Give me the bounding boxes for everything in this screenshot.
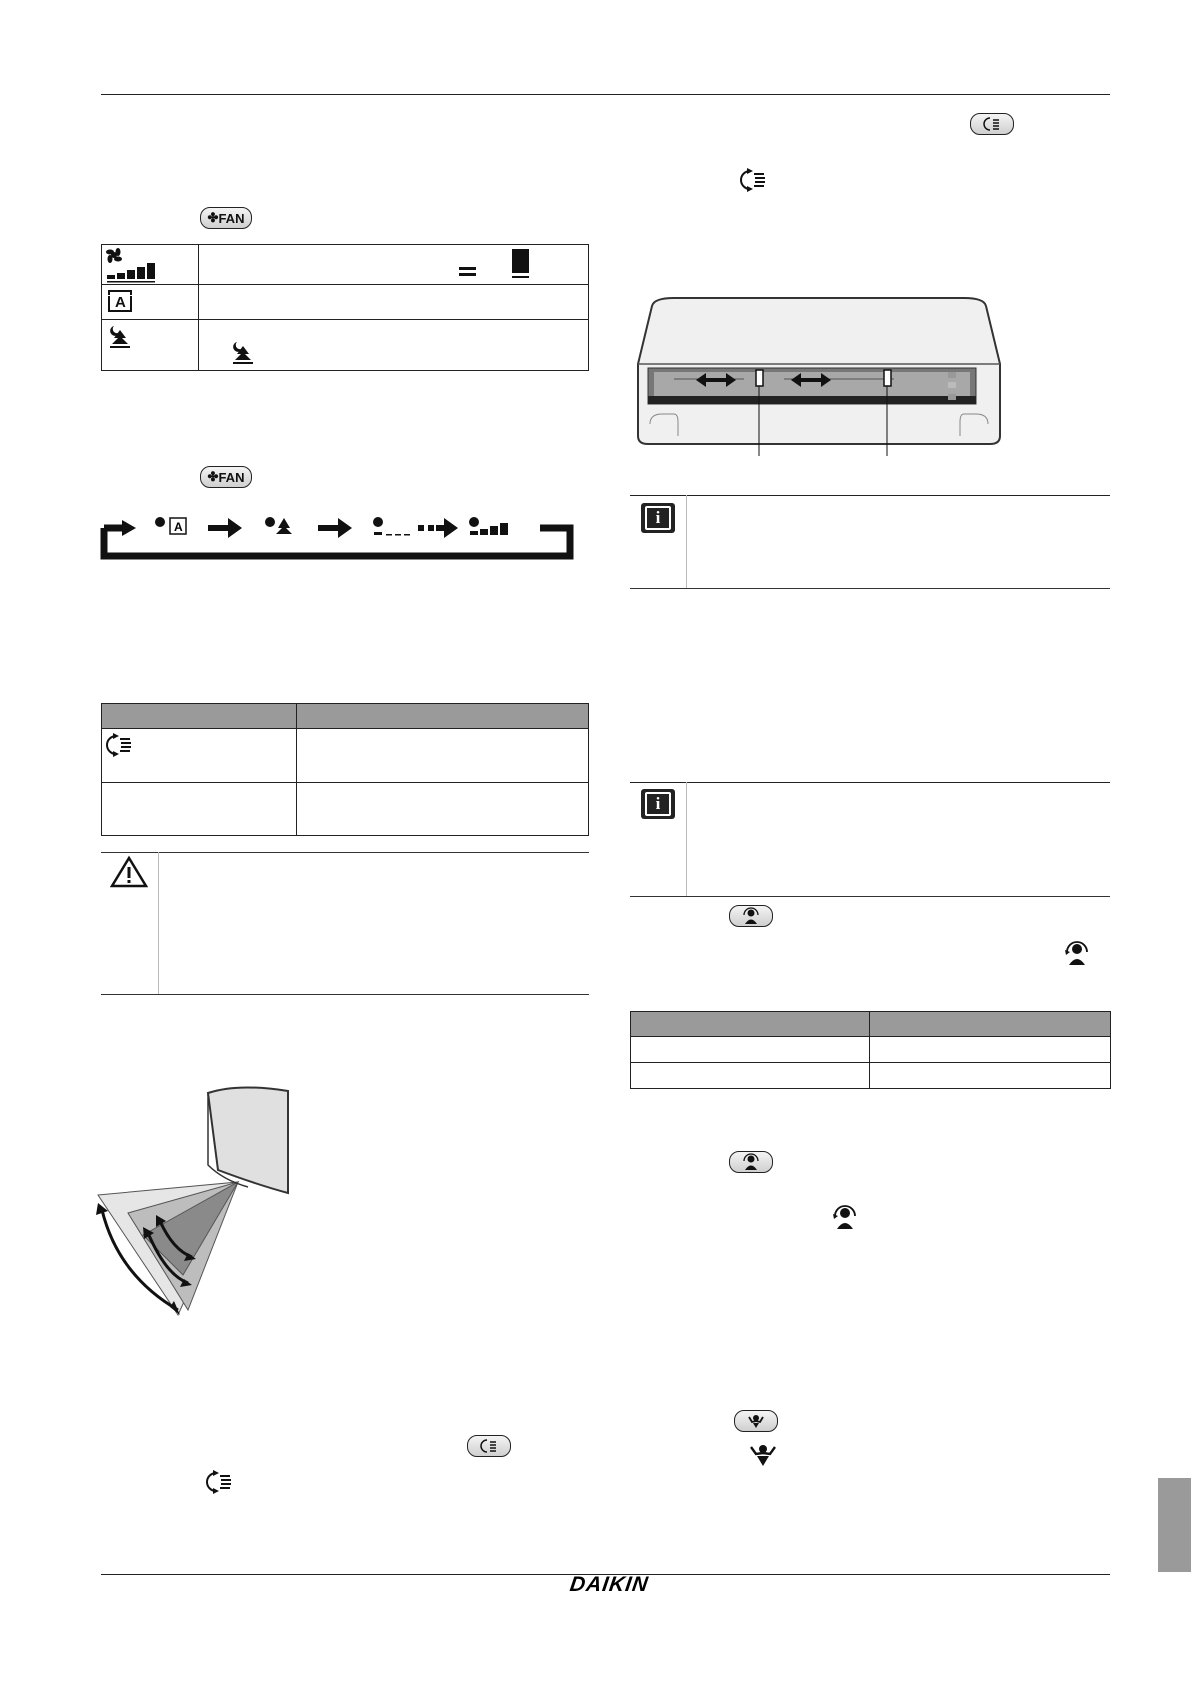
- auto-cell: [102, 285, 199, 320]
- info-divider: [686, 782, 687, 896]
- powerful-icon: [748, 1443, 778, 1467]
- fan-button[interactable]: [200, 466, 252, 488]
- info-bottom-rule: [630, 896, 1110, 897]
- comfort-airflow-button[interactable]: [729, 905, 773, 927]
- auto-fan-icon: [106, 289, 136, 315]
- info-divider: [686, 495, 687, 588]
- quiet-cell: [102, 320, 199, 371]
- powerful-button[interactable]: [734, 1410, 778, 1432]
- auto-desc-cell: [199, 285, 589, 320]
- swing-icon: [740, 168, 768, 192]
- swing-icon: [983, 116, 1001, 132]
- table-header-cell: [870, 1012, 1111, 1037]
- info-icon: i: [641, 503, 675, 533]
- comfort-airflow-icon: [1064, 940, 1090, 966]
- chapter-tab: [1158, 1478, 1191, 1572]
- daikin-logo: DAIKIN: [568, 1573, 651, 1596]
- warning-triangle-icon: [110, 855, 148, 889]
- comfort-table: [630, 1011, 1111, 1089]
- fan-button-label: FAN: [218, 210, 245, 226]
- comfort-airflow-icon: [742, 1153, 760, 1171]
- comfort-airflow-icon: [832, 1204, 858, 1230]
- caution-divider: [158, 852, 159, 994]
- fan-icon: ✤: [207, 469, 219, 484]
- swing-cell: [102, 729, 297, 783]
- comfort-airflow-button[interactable]: [729, 1151, 773, 1173]
- table-header-cell: [297, 704, 589, 729]
- swing-icon: [206, 1470, 234, 1494]
- indoor-quiet-icon: [265, 517, 292, 534]
- fan-speed-cell: [102, 245, 199, 285]
- info-icon: i: [641, 789, 675, 819]
- svg-text:A: A: [174, 520, 183, 534]
- fan-speed-desc-cell: [199, 245, 589, 285]
- fan-level-marks: [459, 245, 559, 285]
- table-cell: [870, 1037, 1111, 1063]
- airflow-angle-diagram: [88, 1085, 298, 1320]
- high-fan-icon: [469, 517, 508, 535]
- indoor-quiet-icon: [106, 324, 136, 352]
- swing-table: [101, 703, 589, 836]
- fan-cycle-diagram: [98, 510, 578, 562]
- fan-speed-table: [101, 244, 589, 371]
- svg-text:A: A: [115, 294, 126, 311]
- swing-desc-cell: [297, 729, 589, 783]
- info-top-rule: [630, 782, 1110, 783]
- swing-button[interactable]: [467, 1435, 511, 1457]
- swing-button[interactable]: [970, 113, 1014, 135]
- fan-speed-bars-icon: [104, 247, 164, 283]
- table-cell: [102, 783, 297, 836]
- comfort-airflow-icon: [742, 907, 760, 925]
- indoor-unit-front-illustration: [634, 296, 1004, 456]
- fan-button[interactable]: [200, 207, 252, 229]
- fan-icon: ✤: [207, 210, 219, 225]
- auto-fan-icon: [155, 517, 186, 534]
- low-fan-icon: [373, 517, 410, 536]
- fan-button-label: FAN: [218, 469, 245, 485]
- caution-top-rule: [101, 852, 589, 853]
- header-rule: [101, 94, 1110, 95]
- powerful-icon: [746, 1413, 766, 1429]
- swing-icon: [480, 1438, 498, 1454]
- table-header-cell: [102, 704, 297, 729]
- table-cell: [631, 1063, 870, 1089]
- indoor-quiet-icon: [229, 340, 259, 368]
- info-top-rule: [630, 495, 1110, 496]
- info-bottom-rule: [630, 588, 1110, 589]
- table-cell: [870, 1063, 1111, 1089]
- quiet-desc-cell: [199, 320, 589, 371]
- table-cell: [297, 783, 589, 836]
- swing-icon: [106, 733, 134, 757]
- table-header-cell: [631, 1012, 870, 1037]
- table-cell: [631, 1037, 870, 1063]
- caution-bottom-rule: [101, 994, 589, 995]
